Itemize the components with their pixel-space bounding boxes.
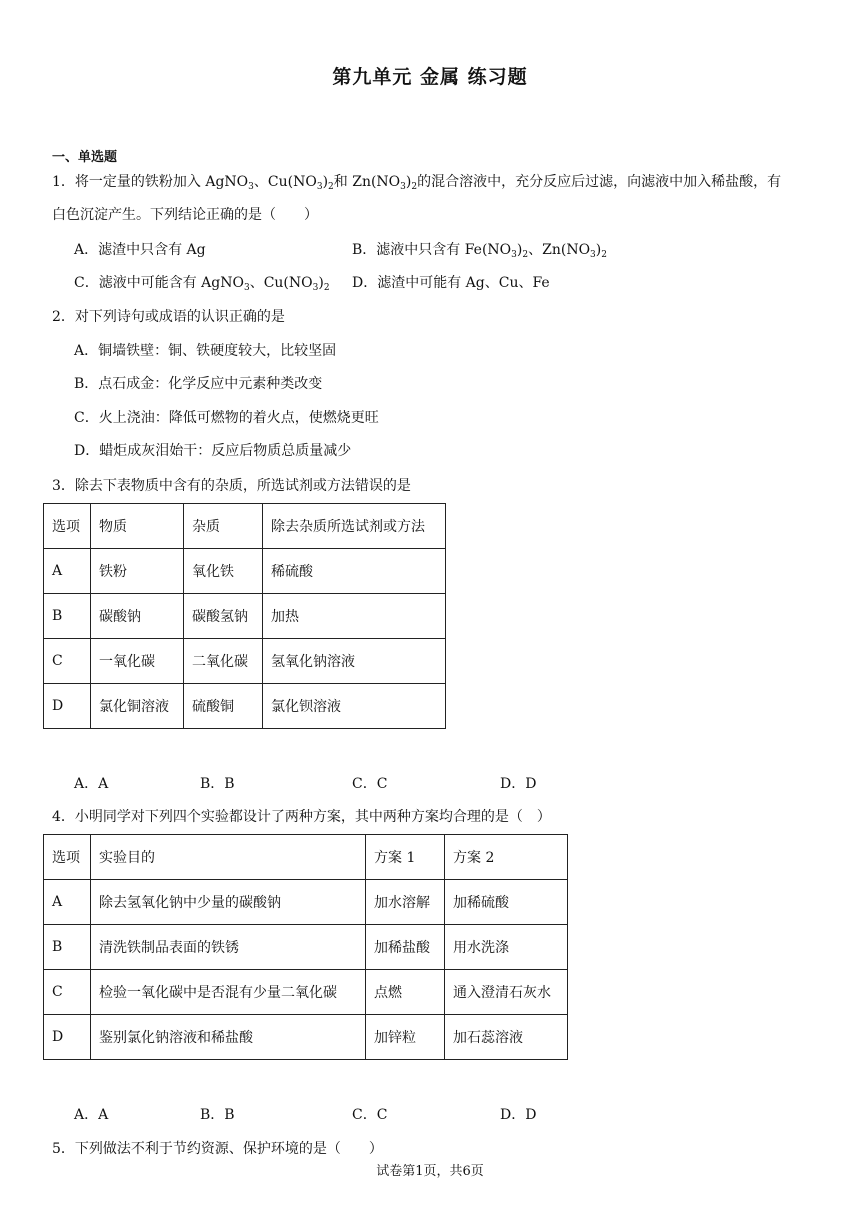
table-cell: 鉴别氯化钠溶液和稀盐酸: [91, 1015, 366, 1060]
table-row: [44, 880, 568, 925]
table-cell: 一氧化碳: [91, 639, 184, 684]
table-cell: 除去杂质所选试剂或方法: [263, 504, 446, 549]
table-cell: 选项: [44, 504, 91, 549]
question-3-stem: 3．除去下表物质中含有的杂质，所选试剂或方法错误的是: [52, 478, 411, 494]
question-1-option-d: D．滤渣中可能有 Ag、Cu、Fe: [352, 275, 550, 291]
question-1-stem: 1．将一定量的铁粉加入 AgNO$_3$、$Cu(NO_3)_2$和 $Zn(NO_3)_2$的混合溶液中，充分反应后过滤，向滤液中加入稀盐酸，有: [52, 174, 782, 192]
page-title: 第九单元 金属 练习题: [332, 66, 528, 88]
question-3-answer-c: C．C: [352, 776, 388, 792]
table-cell: A: [44, 549, 91, 594]
section-heading: 一、单选题: [52, 150, 118, 165]
question-4-table: [43, 834, 568, 1060]
table-cell: 氧化铁: [184, 549, 263, 594]
table-cell: 物质: [91, 504, 184, 549]
table-header-row: [44, 504, 446, 549]
table-cell: B: [44, 925, 91, 970]
table-row: [44, 1015, 568, 1060]
question-1-option-c: C．滤液中可能含有 AgNO$_3$、$Cu(NO_3)_2$: [74, 275, 330, 293]
question-3-table: [43, 503, 446, 729]
table-cell: D: [44, 1015, 91, 1060]
question-2-stem: 2．对下列诗句或成语的认识正确的是: [52, 309, 285, 325]
table-cell: 选项: [44, 835, 91, 880]
question-4-answer-a: A．A: [74, 1107, 109, 1123]
question-4-stem: 4．小明同学对下列四个实验都设计了两种方案，其中两种方案均合理的是（ ）: [52, 809, 551, 825]
table-row: [44, 925, 568, 970]
question-3-answer-b: B．B: [200, 776, 235, 792]
question-2-option-d: D．蜡炬成灰泪始干：反应后物质总质量减少: [74, 443, 352, 459]
table-cell: 加稀硫酸: [445, 880, 568, 925]
table-cell: 氢氧化钠溶液: [263, 639, 446, 684]
table-cell: 除去氢氧化钠中少量的碳酸钠: [91, 880, 366, 925]
table-cell: 氯化钡溶液: [263, 684, 446, 729]
page-footer: 试卷第1页，共6页: [376, 1164, 484, 1179]
table-cell: 方案 2: [445, 835, 568, 880]
table-row: [44, 594, 446, 639]
table-cell: 氯化铜溶液: [91, 684, 184, 729]
table-cell: C: [44, 639, 91, 684]
table-cell: 方案 1: [366, 835, 445, 880]
table-cell: 稀硫酸: [263, 549, 446, 594]
question-2-option-a: A．铜墙铁壁：铜、铁硬度较大，比较坚固: [74, 343, 337, 359]
question-4-answer-d: D．D: [500, 1107, 537, 1123]
question-2-option-b: B．点石成金：化学反应中元素种类改变: [74, 376, 323, 392]
question-3-answer-a: A．A: [74, 776, 109, 792]
question-4-answer-b: B．B: [200, 1107, 235, 1123]
table-cell: 实验目的: [91, 835, 366, 880]
table-cell: 检验一氧化碳中是否混有少量二氧化碳: [91, 970, 366, 1015]
question-5-stem: 5．下列做法不利于节约资源、保护环境的是（ ）: [52, 1141, 383, 1157]
table-cell: B: [44, 594, 91, 639]
table-row: [44, 970, 568, 1015]
question-2-option-c: C．火上浇油：降低可燃物的着火点，使燃烧更旺: [74, 410, 379, 426]
table-cell: 加水溶解: [366, 880, 445, 925]
table-cell: 二氧化碳: [184, 639, 263, 684]
question-3-answer-d: D．D: [500, 776, 537, 792]
table-header-row: [44, 835, 568, 880]
table-cell: 清洗铁制品表面的铁锈: [91, 925, 366, 970]
question-1-option-b: B．滤液中只含有 $Fe(NO_3)_2$、$Zn(NO_3)_2$: [352, 242, 607, 260]
table-cell: 铁粉: [91, 549, 184, 594]
table-cell: 加热: [263, 594, 446, 639]
table-row: [44, 639, 446, 684]
table-cell: D: [44, 684, 91, 729]
question-1-stem-line2: 白色沉淀产生。下列结论正确的是（ ）: [52, 207, 318, 223]
table-cell: 碳酸氢钠: [184, 594, 263, 639]
table-row: [44, 549, 446, 594]
table-cell: 通入澄清石灰水: [445, 970, 568, 1015]
table-cell: 加锌粒: [366, 1015, 445, 1060]
question-1-option-a: A．滤渣中只含有 Ag: [74, 242, 206, 258]
table-cell: 用水洗涤: [445, 925, 568, 970]
table-cell: 加稀盐酸: [366, 925, 445, 970]
table-cell: 杂质: [184, 504, 263, 549]
table-cell: C: [44, 970, 91, 1015]
table-cell: 点燃: [366, 970, 445, 1015]
table-cell: A: [44, 880, 91, 925]
table-cell: 碳酸钠: [91, 594, 184, 639]
table-row: [44, 684, 446, 729]
table-cell: 加石蕊溶液: [445, 1015, 568, 1060]
table-cell: 硫酸铜: [184, 684, 263, 729]
question-4-answer-c: C．C: [352, 1107, 388, 1123]
